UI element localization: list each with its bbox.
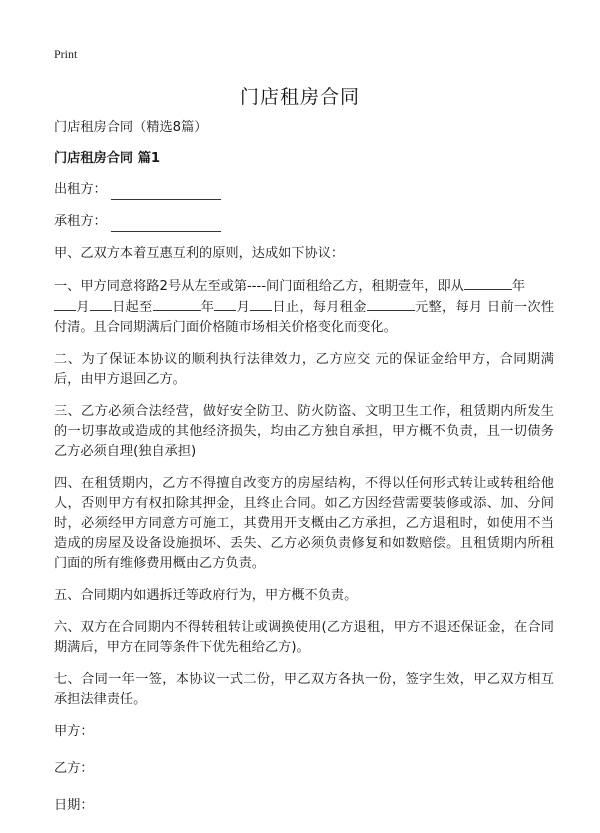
print-link[interactable]: Print: [54, 47, 78, 61]
blank-end-year: [153, 297, 201, 311]
page-title: 门店租房合同: [239, 86, 360, 108]
intro-paragraph: 甲、乙双方本着互惠互利的原则，达成如下协议：: [54, 246, 345, 261]
clause-2: 二、为了保证本协议的顺利执行法律效力，乙方应交 元的保证金给甲方，合同期满后，由甲方退回乙方。: [54, 352, 554, 387]
clause-1-text-b: 元整，每月 日前一次性付清。且合同期满后门面价格随市场相关价格变化而变化。: [54, 300, 555, 335]
clause-1-end-month-label: 月: [236, 300, 251, 315]
clause-1-end-day-label: 日止，每月租金: [272, 300, 367, 315]
clause-1: [54, 276, 554, 338]
lessee-field: [54, 212, 554, 232]
clause-1-year-label: 年: [511, 279, 526, 294]
blank-start-month: [54, 297, 76, 311]
signature-party-a: 甲方：: [54, 724, 94, 739]
clause-1-month-label: 月: [76, 300, 90, 315]
clause-1-end-year-label: 年: [200, 300, 215, 315]
section-heading: 门店租房合同 篇1: [54, 151, 161, 166]
blank-end-day: [250, 297, 272, 311]
clause-1-day-label: 日起至: [111, 300, 153, 315]
signature-party-b: 乙方：: [54, 761, 94, 776]
clause-1-text-a: 一、甲方同意将路2号从左至或第----间门面租给乙方，租期壹年，即从: [54, 279, 464, 294]
lessor-label: 出租方：: [54, 182, 107, 197]
document-body: [54, 118, 554, 833]
lessee-blank-line: [111, 217, 221, 232]
clause-6: 六、双方在合同期内不得转租转让或调换使用(乙方退租，甲方不退还保证金，在合同期满后，甲方在同等条件下优先租给乙方)。: [54, 620, 554, 655]
lessee-label: 承租方：: [54, 214, 107, 229]
document-subtitle: 门店租房合同（精选8篇）: [54, 120, 208, 135]
clause-7: 七、合同一年一签，本协议一式二份，甲乙双方各执一份，签字生效，甲乙双方相互承担法律责任。: [54, 672, 554, 707]
lessor-blank-line: [111, 185, 221, 200]
clause-4: 四、在租赁期内，乙方不得擅自改变方的房屋结构，不得以任何形式转让或转租给他人，否则甲方有权扣除其押金，且终止合同。如乙方因经营需要装修或添、加、分间时，必须经甲方同意方可施工，其费用开支概由乙方承担，乙方退租时，如使用不当造成的房屋及设备设施损坏、丢失、乙方必须负责修复和如数赔偿。且租赁期内所租门面的所有维修费用概由乙方负责。: [54, 476, 554, 571]
blank-start-year: [464, 276, 512, 290]
blank-start-day: [90, 297, 112, 311]
clause-5: 五、合同期内如遇拆迁等政府行为，甲方概不负责。: [54, 588, 358, 603]
lessor-field: [54, 180, 554, 200]
blank-end-month: [214, 297, 236, 311]
clause-3: 三、乙方必须合法经营，做好安全防卫、防火防盗、文明卫生工作，租赁期内所发生的一切事故或造成的其他经济损失，均由乙方独自承担，甲方概不负责，且一切债务乙方必须自理(独自承担): [54, 404, 554, 459]
signature-date: 日期：: [54, 798, 94, 813]
blank-rent-amount: [367, 297, 415, 311]
